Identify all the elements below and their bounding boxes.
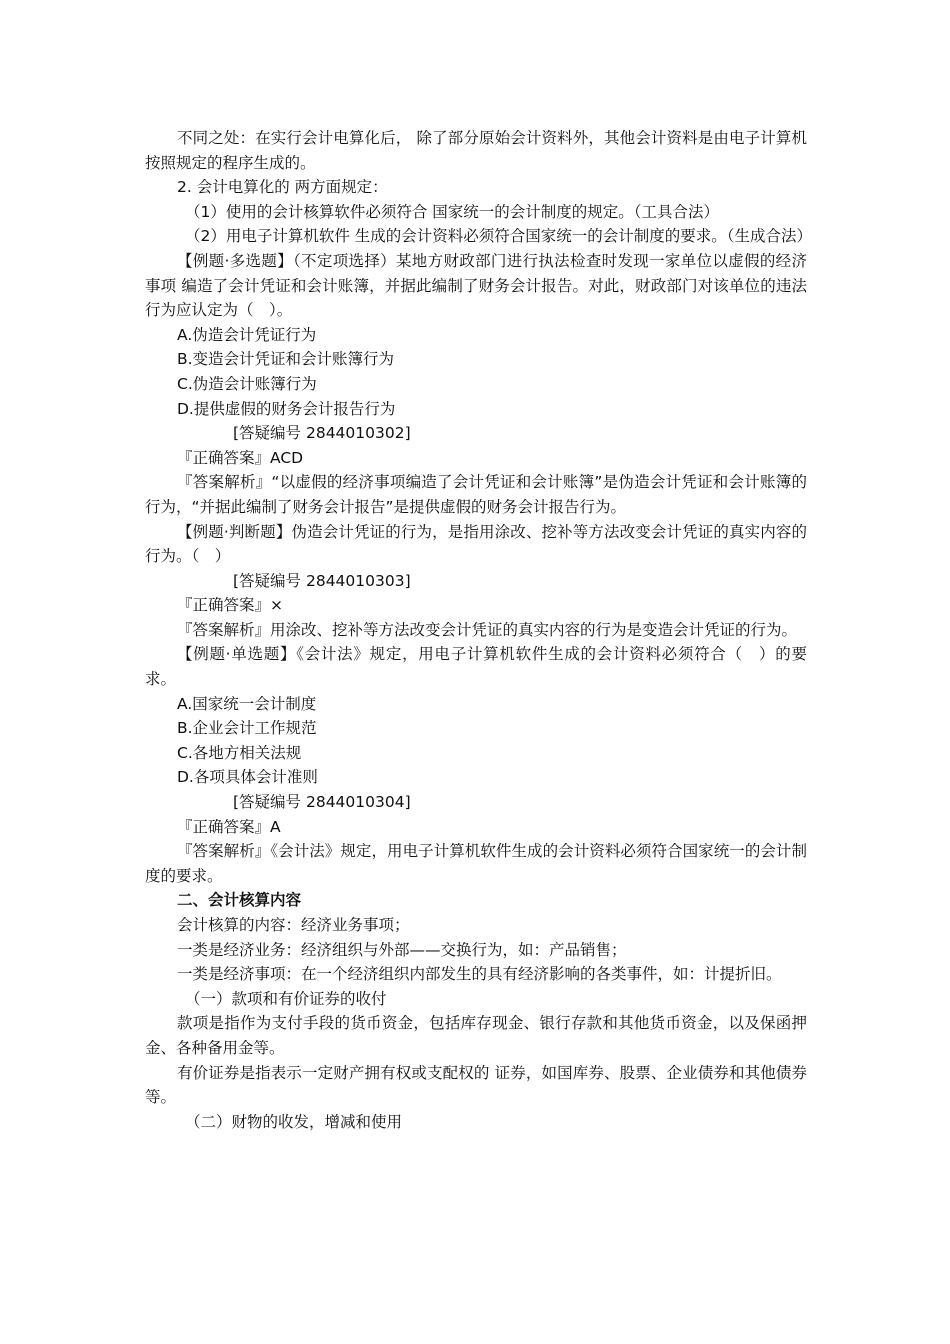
- paragraph: C.伪造会计账簿行为: [177, 374, 317, 393]
- paragraph: 2. 会计电算化的 两方面规定：: [177, 178, 388, 197]
- paragraph: 『正确答案』ACD: [177, 448, 304, 467]
- paragraph: 『正确答案』A: [177, 817, 281, 836]
- paragraph: 『答案解析』《会计法》规定，用电子计算机软件生成的会计资料必须符合国家统一的会计制度的要求。: [145, 842, 807, 885]
- paragraph: B.变造会计凭证和会计账簿行为: [177, 350, 395, 369]
- paragraph: A.国家统一会计制度: [177, 694, 317, 713]
- paragraph: B.企业会计工作规范: [177, 719, 317, 738]
- paragraph: 『答案解析』用涂改、挖补等方法改变会计凭证的真实内容的行为是变造会计凭证的行为。: [177, 620, 798, 639]
- paragraph: D.提供虚假的财务会计报告行为: [177, 399, 396, 418]
- paragraph: 『正确答案』×: [177, 596, 283, 615]
- paragraph: D.各项具体会计准则: [177, 768, 318, 787]
- paragraph: 一类是经济事项：在一个经济组织内部发生的具有经济影响的各类事件，如：计提折旧。: [177, 965, 782, 984]
- paragraph: 会计核算的内容：经济业务事项；: [177, 916, 410, 934]
- paragraph: （一）款项和有价证券的收付: [185, 989, 387, 1008]
- paragraph: A.伪造会计凭证行为: [177, 325, 317, 344]
- paragraph: [答疑编号 2844010304]: [233, 793, 411, 812]
- paragraph: 【例题·单选题】《会计法》规定，用电子计算机软件生成的会计资料必须符合（ ）的要求。: [145, 645, 807, 689]
- paragraph: 有价证券是指表示一定财产拥有权或支配权的 证券，如国库券、股票、企业债券和其他债券等。: [145, 1063, 807, 1107]
- paragraph: （1）使用的会计核算软件必须符合 国家统一的会计制度的规定。（工具合法）: [185, 202, 720, 221]
- paragraph: 『答案解析』“以虚假的经济事项编造了会计凭证和会计账簿”是伪造会计凭证和会计账簿的行为，“并据此编制了财务会计报告”是提供虚假的财务会计报告行为。: [145, 473, 807, 516]
- paragraph: [答疑编号 2844010302]: [233, 424, 411, 443]
- paragraph: C.各地方相关法规: [177, 743, 302, 762]
- paragraph: 【例题·多选题】（不定项选择）某地方财政部门进行执法检查时发现一家单位以虚假的经济事项 编造了会计凭证和会计账簿，并据此编制了财务会计报告。对此，财政部门对该单位的违法行为应认定为（ ）。: [145, 251, 807, 320]
- paragraph: 【例题·判断题】伪造会计凭证的行为，是指用涂改、挖补等方法改变会计凭证的真实内容的行为。（ ）: [145, 522, 807, 566]
- paragraph: （2）用电子计算机软件 生成的会计资料必须符合国家统一的会计制度的要求。（生成合法）: [185, 227, 813, 246]
- paragraph: 不同之处：在实行会计电算化后， 除了部分原始会计资料外，其他会计资料是由电子计算机按照规定的程序生成的。: [145, 129, 807, 172]
- document-page: [145, 126, 813, 1134]
- paragraph: 二、会计核算内容: [177, 891, 302, 910]
- paragraph: 一类是经济业务：经济组织与外部——交换行为，如：产品销售；: [177, 940, 627, 959]
- paragraph: 款项是指作为支付手段的货币资金，包括库存现金、银行存款和其他货币资金，以及保函押金、各种备用金等。: [145, 1014, 807, 1057]
- paragraph: [答疑编号 2844010303]: [233, 571, 411, 590]
- paragraph: （二）财物的收发，增减和使用: [185, 1112, 403, 1131]
